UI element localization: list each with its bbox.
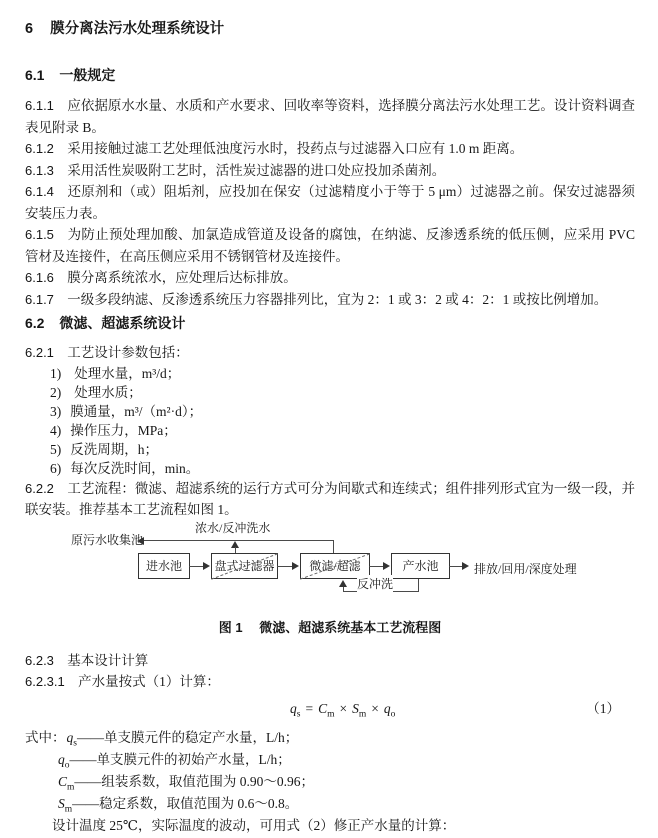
clause-6-1-6 bbox=[25, 267, 635, 289]
where-definitions bbox=[25, 727, 635, 837]
list-marker: 5) bbox=[50, 441, 62, 457]
clause-text: 采用接触过滤工艺处理低浊度污水时，投药点与过滤器入口应有 1.0 m 距离。 bbox=[67, 141, 524, 156]
definition-qs: 式中：$q_s——$单支膜元件的稳定产水量，L/h； bbox=[25, 729, 299, 749]
var-qo: q bbox=[383, 700, 391, 716]
clause-6-1-4 bbox=[25, 181, 635, 224]
chapter-title-text: 膜分离法污水处理系统设计 bbox=[50, 21, 225, 37]
section-title-text: 微滤、超滤系统设计 bbox=[59, 315, 186, 331]
clause-text: 应依据原水水量、水质和产水要求、回收率等资料，选择膜分离法污水处理工艺。设计资料调查表见附录 B。 bbox=[25, 98, 636, 135]
calculation-section bbox=[25, 650, 635, 693]
list-item-text: 每次反洗时间，min。 bbox=[70, 460, 200, 476]
parameter-list bbox=[25, 364, 635, 478]
clause-6-1-7 bbox=[25, 289, 635, 311]
return-line-drop bbox=[333, 540, 334, 554]
section-heading-6-1 bbox=[25, 64, 635, 86]
clause-6-2-2 bbox=[25, 478, 635, 521]
clause-text: 工艺流程：微滤、超滤系统的运行方式可分为间歇式和连续式；组件排列形式宜为一级一段，并联安装。推荐基本工艺流程如图 1。 bbox=[25, 480, 636, 517]
clause-6-1-2 bbox=[25, 138, 635, 160]
list-marker: 2) bbox=[50, 384, 62, 400]
list-marker: 1) bbox=[50, 365, 62, 381]
arrow-left bbox=[137, 537, 144, 545]
definition-text: ——单支膜元件的初始产水量，L/h； bbox=[69, 751, 291, 767]
clause-number: 6.2.2 bbox=[25, 480, 54, 496]
arrow-right bbox=[292, 562, 299, 570]
equation-number: （1） bbox=[586, 700, 620, 716]
list-item-text: 处理水质； bbox=[74, 384, 142, 400]
clause-text: 膜分离系统浓水，应处理后达标排放。 bbox=[67, 270, 297, 285]
outlet-label: 排放/回用/深度处理 bbox=[474, 561, 577, 576]
clause-number: 6.1.6 bbox=[25, 270, 54, 285]
figure-caption bbox=[25, 618, 635, 638]
list-item bbox=[25, 383, 635, 402]
definition-sm: $S_m——$稳定系数，取值范围为 0.6～0.8。 bbox=[58, 795, 299, 815]
arrow-right bbox=[462, 562, 469, 570]
equation-1 bbox=[25, 697, 635, 721]
general-clauses bbox=[25, 95, 635, 310]
chapter-title bbox=[25, 18, 635, 40]
section-title-text: 一般规定 bbox=[59, 67, 116, 83]
definition-text: ——单支膜元件的稳定产水量，L/h； bbox=[76, 729, 299, 745]
var-qo: q bbox=[58, 751, 65, 767]
connector-line bbox=[189, 566, 203, 567]
clause-text: 为防止预处理加酸、加氯造成管道及设备的腐蚀，在纳滤、反渗透系统的低压侧，应采用 PVC 管材及连接件，在高压侧应采用不锈钢管材及连接件。 bbox=[25, 227, 636, 264]
var-qs: q bbox=[290, 700, 297, 716]
section-number: 6.2 bbox=[25, 315, 45, 331]
list-item-text: 膜通量，m³/（m²·d）； bbox=[70, 403, 203, 419]
clause-number: 6.1.2 bbox=[25, 141, 54, 156]
arrow-right bbox=[203, 562, 210, 570]
feed-tank-label: 进水池 bbox=[145, 558, 182, 573]
chapter-number: 6 bbox=[25, 21, 34, 37]
definition-text: ——稳定系数，取值范围为 0.6～0.8。 bbox=[72, 795, 299, 811]
clause-text: 采用活性炭吸附工艺时，活性炭过滤器的进口处应投加杀菌剂。 bbox=[67, 162, 446, 178]
clause-6-2-3 bbox=[25, 650, 635, 672]
clause-number: 6.2.3.1 bbox=[25, 674, 65, 689]
clause-6-1-5 bbox=[25, 224, 635, 267]
clause-number: 6.1.4 bbox=[25, 184, 54, 199]
clause-number: 6.1.7 bbox=[25, 291, 54, 307]
where-prefix: 式中： bbox=[25, 729, 66, 745]
mf-uf-label: 微滤/超滤 bbox=[309, 558, 361, 573]
concentrate-backwash-water-label: 浓水/反冲洗水 bbox=[195, 520, 271, 535]
var-sm: S bbox=[58, 795, 65, 811]
connector-line bbox=[277, 566, 292, 567]
disc-filter-label: 盘式过滤器 bbox=[214, 558, 275, 573]
list-item bbox=[25, 440, 635, 459]
list-marker: 4) bbox=[50, 422, 62, 438]
list-item-text: 操作压力，MPa； bbox=[70, 422, 177, 438]
clause-6-1-3 bbox=[25, 160, 635, 182]
definition-qo: $q_o——$单支膜元件的初始产水量，L/h； bbox=[58, 751, 291, 771]
clause-text: 还原剂和（或）阻垢剂，应投加在保安（过滤精度小于等于 5 μm）过滤器之前。保安过滤器须安装压力表。 bbox=[25, 184, 636, 221]
definition-text: ——组装系数，取值范围为 0.90～0.96； bbox=[74, 773, 315, 789]
clause-number: 6.1.1 bbox=[25, 98, 54, 113]
var-cm: C bbox=[58, 773, 68, 789]
backwash-up-line bbox=[343, 587, 344, 592]
list-marker: 6) bbox=[50, 460, 62, 476]
clause-text: 产水量按式（1）计算： bbox=[78, 674, 220, 689]
list-marker: 3) bbox=[50, 403, 62, 419]
list-item-text: 处理水量，m³/d； bbox=[74, 365, 181, 381]
connector-line bbox=[449, 566, 462, 567]
clause-number: 6.1.5 bbox=[25, 227, 54, 242]
var-cm: C bbox=[318, 700, 328, 716]
arrow-up bbox=[339, 580, 347, 587]
disc-filter-box bbox=[211, 553, 278, 579]
backwash-label: 反冲洗 bbox=[357, 576, 394, 591]
clause-text: 基本设计计算 bbox=[67, 652, 149, 668]
list-item bbox=[25, 402, 635, 421]
process-flow-diagram bbox=[25, 521, 635, 605]
clause-text: 工艺设计参数包括： bbox=[67, 345, 189, 360]
clause-number: 6.1.3 bbox=[25, 162, 54, 178]
return-line-horizontal bbox=[144, 540, 334, 541]
connector-line bbox=[369, 566, 383, 567]
product-tank-label: 产水池 bbox=[402, 558, 439, 573]
list-item bbox=[25, 459, 635, 478]
list-item-text: 反洗周期，h； bbox=[70, 441, 158, 457]
list-item bbox=[25, 421, 635, 440]
section-number: 6.1 bbox=[25, 67, 45, 83]
section-heading-6-2 bbox=[25, 312, 635, 334]
clause-6-2-1 bbox=[25, 342, 635, 364]
figure-caption-text: 微滤、超滤系统基本工艺流程图 bbox=[259, 619, 442, 635]
clause-number: 6.2.3 bbox=[25, 652, 54, 668]
raw-sewage-pool-label: 原污水收集池 bbox=[71, 532, 144, 547]
var-qs: q bbox=[66, 729, 74, 745]
temperature-note: 设计温度 25℃，实际温度的波动，可用式（2）修正产水量的计算： bbox=[52, 817, 456, 833]
product-tank-box bbox=[391, 553, 450, 579]
var-sm: S bbox=[352, 700, 359, 716]
clause-text: 一级多段纳滤、反渗透系统压力容器排列比，宜为 2：1 或 3：2 或 4：2：1 或按比例增加。 bbox=[67, 291, 608, 307]
clause-6-2-3-1 bbox=[25, 671, 635, 693]
figure-number: 图 1 bbox=[218, 619, 243, 635]
definition-cm: $C_m——$组装系数，取值范围为 0.90～0.96； bbox=[58, 773, 315, 793]
clause-6-1-1 bbox=[25, 95, 635, 138]
list-item bbox=[25, 364, 635, 383]
arrow-right bbox=[383, 562, 390, 570]
clause-number: 6.2.1 bbox=[25, 345, 54, 360]
feed-tank-box bbox=[138, 553, 190, 579]
equation-body: $q_s = C_m \times S_m \times q_o$ bbox=[290, 700, 396, 720]
